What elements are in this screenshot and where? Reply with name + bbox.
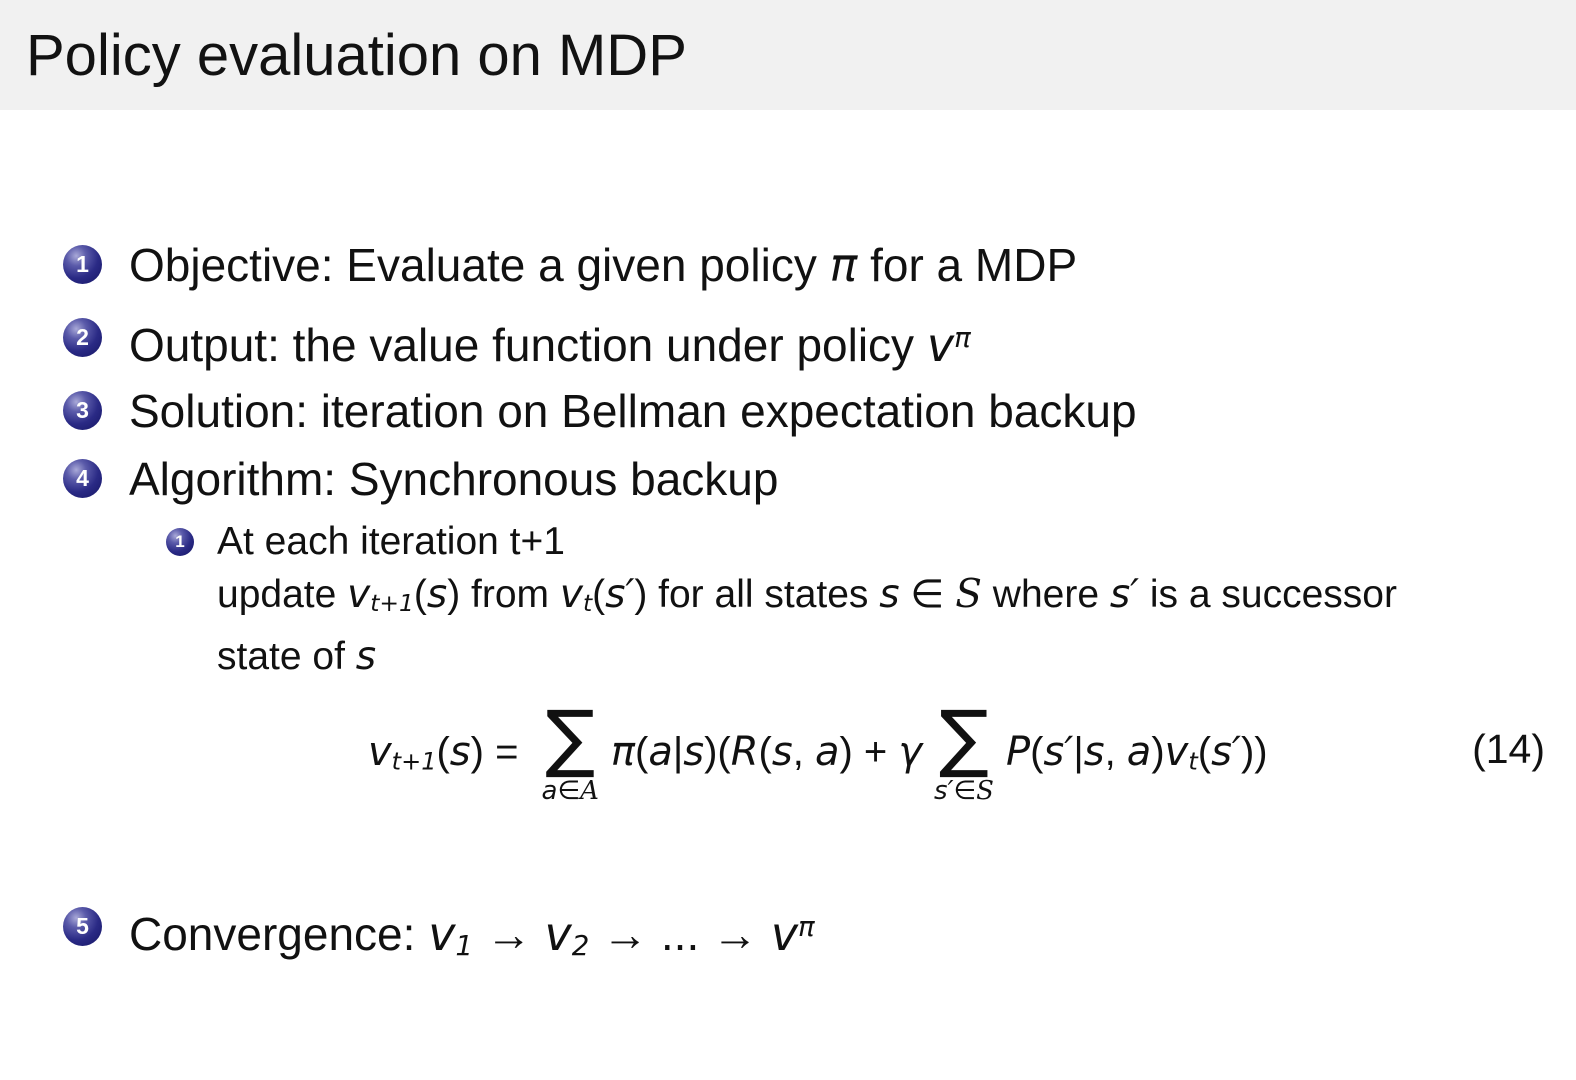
text-segment: Solution: iteration on Bellman expectation backup (129, 385, 1137, 437)
bullet-text (129, 240, 1077, 290)
text-segment: π (954, 321, 971, 354)
bullet-item-convergence (63, 902, 815, 971)
text-segment: update (217, 573, 348, 616)
text-segment: ( (635, 730, 649, 775)
text-segment: Output: the value function under policy (129, 318, 927, 371)
text-segment: γ (898, 729, 923, 776)
text-segment: for a MDP (857, 239, 1078, 291)
text-segment: v (559, 572, 583, 617)
text-segment: ) = (470, 730, 530, 775)
text-segment: At each iteration t+1 (217, 520, 565, 563)
text-segment: s′ (1211, 729, 1241, 776)
text-segment: where (981, 573, 1110, 616)
bullet-text (129, 313, 971, 370)
sub-bullet-line-3 (217, 630, 1397, 683)
text-segment: v (926, 317, 955, 372)
bullet-text (129, 454, 778, 504)
text-segment: is a successor (1139, 573, 1397, 616)
text-segment: | (672, 730, 684, 775)
sub-bullet-line-1 (217, 515, 1397, 568)
bullet-item-output (63, 313, 971, 370)
text-segment: A (580, 776, 599, 806)
text-segment: R (730, 729, 759, 776)
text-segment: v (347, 572, 371, 617)
text-segment: , (792, 730, 815, 775)
text-segment: s (683, 729, 705, 776)
text-segment: Convergence: (129, 907, 429, 960)
text-segment: a (648, 729, 673, 776)
text-segment: ∈ (899, 573, 956, 616)
text-segment: v (1164, 729, 1189, 776)
text-segment: s (771, 729, 793, 776)
text-segment: t+1 (391, 747, 437, 776)
text-segment: ) from (447, 573, 560, 616)
bullet-number-icon: 1 (63, 245, 102, 284)
bullet-number-icon: 5 (63, 907, 102, 946)
text-segment: → (472, 907, 545, 960)
sub-bullet-item-iteration (166, 515, 1397, 683)
summation-limit (542, 775, 599, 806)
equation-number: (14) (1472, 726, 1545, 772)
text-segment: a (814, 729, 840, 776)
text-segment: π (610, 729, 636, 776)
bullet-text (129, 902, 815, 971)
sigma-icon: ∑ (545, 695, 596, 781)
text-segment: 2 (571, 928, 590, 962)
text-segment: v (368, 729, 392, 776)
text-segment: s′ (605, 572, 635, 617)
text-segment: s (426, 572, 448, 617)
text-segment: s (879, 572, 900, 617)
text-segment: )( (704, 730, 731, 775)
text-segment: ( (413, 573, 427, 616)
text-segment: ) + (839, 730, 899, 775)
text-segment: a (541, 776, 558, 806)
sub-bullet-number-icon: 1 (166, 528, 194, 556)
summation-limit (934, 775, 994, 806)
text-segment: a (1126, 729, 1152, 776)
bullet-item-solution (63, 386, 1137, 436)
summation-operator (541, 695, 599, 806)
text-segment: t (582, 589, 593, 618)
text-segment: P (1005, 729, 1031, 776)
text-segment: ∈ (557, 775, 581, 805)
sigma-icon: ∑ (939, 695, 989, 781)
text-segment: s (355, 634, 377, 680)
sub-bullet-text (217, 515, 1397, 683)
text-segment: π (829, 238, 858, 292)
text-segment: S (976, 776, 994, 806)
text-segment: s′ (1043, 729, 1074, 776)
text-segment: Objective: Evaluate a given policy (129, 239, 830, 291)
text-segment: , (1104, 730, 1127, 775)
text-segment: ) (1151, 730, 1165, 775)
text-segment: state of (217, 635, 356, 679)
text-segment: ) for all states (634, 573, 880, 616)
slide-header (0, 0, 1576, 110)
text-segment: ( (1030, 730, 1044, 775)
text-segment: v (544, 906, 572, 961)
page-title: Policy evaluation on MDP (26, 22, 687, 88)
text-segment: t (1188, 747, 1198, 776)
bellman-expectation-equation (368, 695, 1268, 806)
text-segment: ( (1197, 730, 1212, 775)
text-segment: v (770, 906, 799, 961)
text-segment: π (798, 910, 815, 943)
text-segment: ∈ (953, 775, 977, 805)
text-segment: 1 (455, 928, 473, 962)
bullet-text (129, 386, 1137, 436)
bullet-item-objective (63, 240, 1077, 290)
text-segment: s′ (934, 776, 954, 806)
text-segment: s′ (1109, 572, 1140, 617)
text-segment: → ... → (589, 907, 771, 960)
bullet-item-algorithm (63, 454, 778, 504)
text-segment: Algorithm: Synchronous backup (129, 453, 779, 505)
bullet-number-icon: 3 (63, 391, 102, 430)
text-segment: ( (436, 730, 450, 775)
text-segment: ( (758, 730, 772, 775)
text-segment: t+1 (370, 589, 414, 618)
text-segment: ( (592, 573, 606, 616)
text-segment: )) (1240, 730, 1268, 775)
sub-bullet-line-2 (217, 568, 1397, 630)
bullet-number-icon: 2 (63, 318, 102, 357)
text-segment: s (1083, 729, 1105, 776)
summation-operator (934, 695, 994, 806)
text-segment: | (1073, 730, 1084, 775)
text-segment: s (449, 729, 471, 776)
bullet-number-icon: 4 (63, 459, 102, 498)
text-segment: S (955, 572, 982, 617)
text-segment: v (428, 906, 456, 961)
